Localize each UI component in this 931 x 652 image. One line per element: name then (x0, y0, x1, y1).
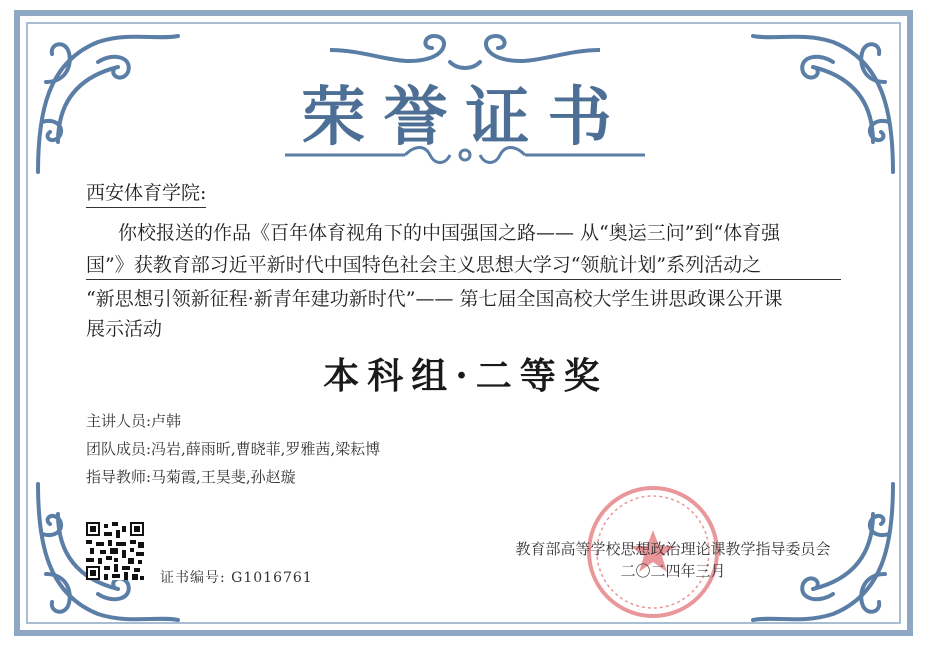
certificate-number: 证书编号: G1016761 (160, 570, 313, 586)
body-text-line-1: 你校报送的作品《百年体育视角下的中国强国之路—— 从“奥运三问”到“体育强 (118, 222, 781, 244)
body-text-line-2: 国”》获教育部习近平新时代中国特色社会主义思想大学习“领航计划”系列活动之 (86, 250, 841, 280)
recipient-name: 西安体育学院: (86, 178, 206, 208)
team-members-line: 团队成员:冯岩,薛雨昕,曹晓菲,罗雅茜,梁耘博 (86, 440, 381, 458)
award-title: 本科组·二等奖 (323, 355, 608, 397)
issue-date: 二〇二四年三月 (620, 562, 726, 580)
title-divider-ornament (285, 145, 645, 165)
qr-code-icon (86, 522, 144, 580)
body-text-line-4: 展示活动 (86, 318, 163, 340)
issuing-organization: 教育部高等学校思想政治理论课教学指导委员会 (515, 540, 831, 558)
certificate-title: 荣誉证书 (301, 80, 630, 155)
lecturer-line: 主讲人员:卢韩 (86, 412, 182, 430)
advisors-line: 指导教师:马菊霞,王昊斐,孙赵璇 (86, 468, 296, 486)
body-text-line-3: “新思想引领新征程·新青年建功新时代”—— 第七届全国高校大学生讲思政课公开课 (86, 288, 783, 310)
